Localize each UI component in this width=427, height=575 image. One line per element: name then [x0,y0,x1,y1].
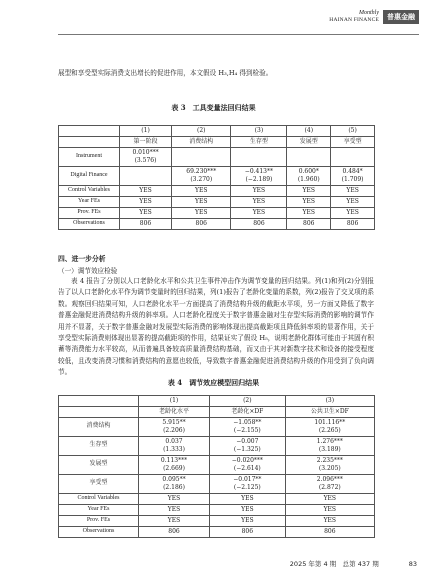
coefficient-value: YES [252,187,266,195]
coefficient-value: YES [195,209,208,217]
coefficient-value: 806 [195,220,207,228]
coefficient-value: −0.413** [244,168,274,176]
table-row [59,456,375,475]
table-cell [172,167,231,186]
coefficient-value: YES [323,495,337,503]
table-cell [285,437,374,456]
coefficient-value: YES [346,198,359,206]
table-row [59,418,375,437]
table-cell [139,505,210,516]
table3-caption: 表 3 工具变量法回归结果 [171,103,256,112]
table-cell [231,167,287,186]
table-cell [172,186,231,197]
coefficient-value: YES [241,517,254,525]
coefficient-value: 806 [253,220,265,228]
coefficient-value: YES [139,198,152,206]
row-label: Year FEs [59,197,120,208]
t-statistic: (3.189) [318,446,341,453]
table-cell [231,208,287,219]
t-statistic: (2.186) [163,484,185,491]
table-cell [331,186,375,197]
table-cell [172,148,231,167]
coefficient-value: YES [302,187,315,195]
row-label: 生存型 [59,437,139,456]
journal-header [329,10,419,24]
coefficient-value: 806 [139,220,152,228]
table-cell [210,437,286,456]
page-footer [290,559,417,568]
coefficient-value: 0.600* [298,168,319,176]
table-cell [120,208,172,219]
column-label: 老龄化×DF [210,407,286,418]
column-label-row [59,407,375,418]
header-rule [58,34,419,35]
section-badge: 普惠金融 [383,10,419,24]
table-row [59,505,375,516]
table-row [59,527,375,538]
table-row [59,208,375,219]
t-statistic: (3.576) [134,157,157,164]
table-cell [139,516,210,527]
journal-frequency: Monthly [359,10,379,16]
body-paragraph: 表 4 报告了分别以人口老龄化水平和公共卫生事件冲击作为调节变量的回归结果。列(1)和列(2)分别报告了以人口老龄化水平作为调节变量时的回归结果，列(1)报告了老龄化变量的系数，列(2)报告了交叉项的系数。观察回归结果可知，人口老龄化水平一方面提高了消费结构升级的截距水平项，另一方面又降低了数字普惠金融促进消费结构升级的斜率项。人口老龄化程度关于数字普惠金融对生存型实际消费的影响的调节作用并不显著，关于数字普惠金融对发展型实际消费的影响体现出提高截距项且降低斜率项的显著作用，关于享受型实际消费则体现出显著的提高截距项的作用，结果证实了假设 H₅，说明老龄化群体可能由于其固有积蓄等消费能力水平较高，从而普遍具备较高质量消费结构基础，而又由于其对新数字技术和设备的接受程度较低，且改变消费习惯和消费结构的意愿也较低，导致数字普惠金融促进消费结构升级的作用受到了负向调节。 [58,277,374,377]
subsection-title: （一）调节效应检验 [58,267,118,275]
coefficient-value: 0.484* [342,168,363,176]
column-number: (3) [285,396,374,407]
table-cell [139,437,210,456]
table-cell [287,208,331,219]
table-cell [210,475,286,494]
column-number: (2) [172,126,231,137]
t-statistic: (3.205) [318,465,341,472]
t-statistic: (−1.325) [233,446,261,453]
coefficient-value: YES [167,506,181,514]
row-label: Control Variables [59,186,120,197]
corner-cell [59,407,139,418]
row-label: 消费结构 [59,418,139,437]
row-label: Prov. FEs [59,516,139,527]
column-number: (1) [120,126,172,137]
table-row [59,197,375,208]
table-row [59,186,375,197]
table-cell [139,456,210,475]
table-cell [285,475,374,494]
coefficient-value: YES [167,517,181,525]
coefficient-value: 1.276*** [316,438,343,446]
coefficient-value: 806 [241,528,254,536]
coefficient-value: 2.235*** [316,457,343,465]
table-row [59,219,375,230]
t-statistic: (2.265) [318,427,341,434]
table-cell [231,148,287,167]
row-label: 享受型 [59,475,139,494]
table-row [59,475,375,494]
table-row [59,148,375,167]
coefficient-value: 2.096*** [316,476,343,484]
journal-header-text [329,10,379,24]
t-statistic: (−2.155) [233,427,261,434]
coefficient-value: YES [346,209,359,217]
table-cell [331,167,375,186]
table-cell [285,494,374,505]
table-cell [331,148,375,167]
t-statistic: (1.333) [163,446,185,453]
column-number-row [59,126,375,137]
t-statistic: (−2.189) [245,176,273,183]
table-cell [120,197,172,208]
t-statistic: (2.669) [163,465,185,472]
table-cell [172,197,231,208]
corner-cell [59,137,120,148]
table-row [59,516,375,527]
page-number: 83 [408,560,417,568]
journal-name-en: HAINAN FINANCE [329,17,379,23]
table-cell [285,516,374,527]
coefficient-value: 0.037 [165,438,183,446]
table3 [58,125,375,230]
coefficient-value: 69.230*** [186,168,217,176]
column-number-row [59,396,375,407]
table-cell [139,494,210,505]
table4-caption: 表 4 调节效应模型回归结果 [167,378,260,387]
coefficient-value: YES [139,187,152,195]
coefficient-value: YES [167,495,181,503]
coefficient-value: 806 [168,528,180,536]
column-label: 享受型 [331,137,375,148]
t-statistic: (2.872) [318,484,341,491]
table-cell [172,219,231,230]
table-cell [210,505,286,516]
table-row [59,494,375,505]
issue-info: 2025 年第 4 期 总第 437 期 [289,560,379,568]
column-number: (1) [139,396,210,407]
table-cell [287,219,331,230]
t-statistic: (−2.614) [233,465,261,472]
row-label: Observations [59,527,139,538]
coefficient-value: YES [195,187,208,195]
t-statistic: (1.709) [341,176,364,183]
coefficient-value: YES [346,187,359,195]
coefficient-value: YES [323,506,337,514]
column-label: 老龄化水平 [139,407,210,418]
table4 [58,395,375,538]
row-label: Year FEs [59,505,139,516]
table-cell [231,197,287,208]
t-statistic: (3.270) [190,176,213,183]
coefficient-value: 806 [303,220,315,228]
table-cell [210,527,286,538]
column-label: 第一阶段 [120,137,172,148]
coefficient-value: YES [323,517,337,525]
table-cell [231,219,287,230]
row-label: 发展型 [59,456,139,475]
coefficient-value: YES [241,506,254,514]
column-label: 消费结构 [172,137,231,148]
table-cell [120,186,172,197]
column-number: (3) [231,126,287,137]
coefficient-value: YES [241,495,254,503]
coefficient-value: −0.007 [236,438,259,446]
column-number: (5) [331,126,375,137]
coefficient-value: YES [302,209,315,217]
column-number: (2) [210,396,286,407]
row-label: Instrument [59,148,120,167]
table-cell [231,186,287,197]
table-row [59,437,375,456]
row-label: Observations [59,219,120,230]
t-statistic: (2.206) [163,427,185,434]
column-label: 发展型 [287,137,331,148]
table-row [59,167,375,186]
row-label: Control Variables [59,494,139,505]
coefficient-value: YES [302,198,315,206]
coefficient-value: 806 [324,528,336,536]
section-title: 四、进一步分析 [58,255,106,263]
coefficient-value: 0.095** [162,476,186,484]
table-cell [285,505,374,516]
coefficient-value: −0.020*** [231,457,263,465]
column-label-row [59,137,375,148]
table-cell [210,516,286,527]
coefficient-value: YES [252,198,266,206]
corner-cell [59,126,120,137]
table-cell [287,186,331,197]
table-cell [287,167,331,186]
column-number: (4) [287,126,331,137]
table-cell [331,197,375,208]
table-cell [210,494,286,505]
coefficient-value: 806 [346,220,359,228]
coefficient-value: 0.113*** [160,457,188,465]
table-cell [210,456,286,475]
table-cell [287,148,331,167]
table-cell [120,219,172,230]
row-label: Digital Finance [59,167,120,186]
table-cell [331,208,375,219]
coefficient-value: 0.010*** [132,149,159,157]
t-statistic: (−2.125) [233,484,261,491]
t-statistic: (1.960) [297,176,320,183]
coefficient-value: YES [195,198,208,206]
row-label: Prov. FEs [59,208,120,219]
coefficient-value: YES [252,209,266,217]
table-cell [120,167,172,186]
coefficient-value: 101.116** [314,419,346,427]
coefficient-value: −0.017** [233,476,262,484]
coefficient-value: 5.915** [162,419,186,427]
intro-paragraph: 展型和享受型实际消费支出增长的促进作用，本文假设 H₃,H₄ 得到检验。 [58,69,273,77]
coefficient-value: −1.058** [233,419,262,427]
column-label: 生存型 [231,137,287,148]
table-cell [287,197,331,208]
coefficient-value: YES [139,209,152,217]
table-cell [120,148,172,167]
table-cell [210,418,286,437]
corner-cell [59,396,139,407]
table-cell [285,527,374,538]
table-cell [285,418,374,437]
table-cell [139,527,210,538]
column-label: 公共卫生×DF [285,407,374,418]
table-cell [331,219,375,230]
table-cell [285,456,374,475]
table-cell [139,418,210,437]
table-cell [139,475,210,494]
table-cell [172,208,231,219]
